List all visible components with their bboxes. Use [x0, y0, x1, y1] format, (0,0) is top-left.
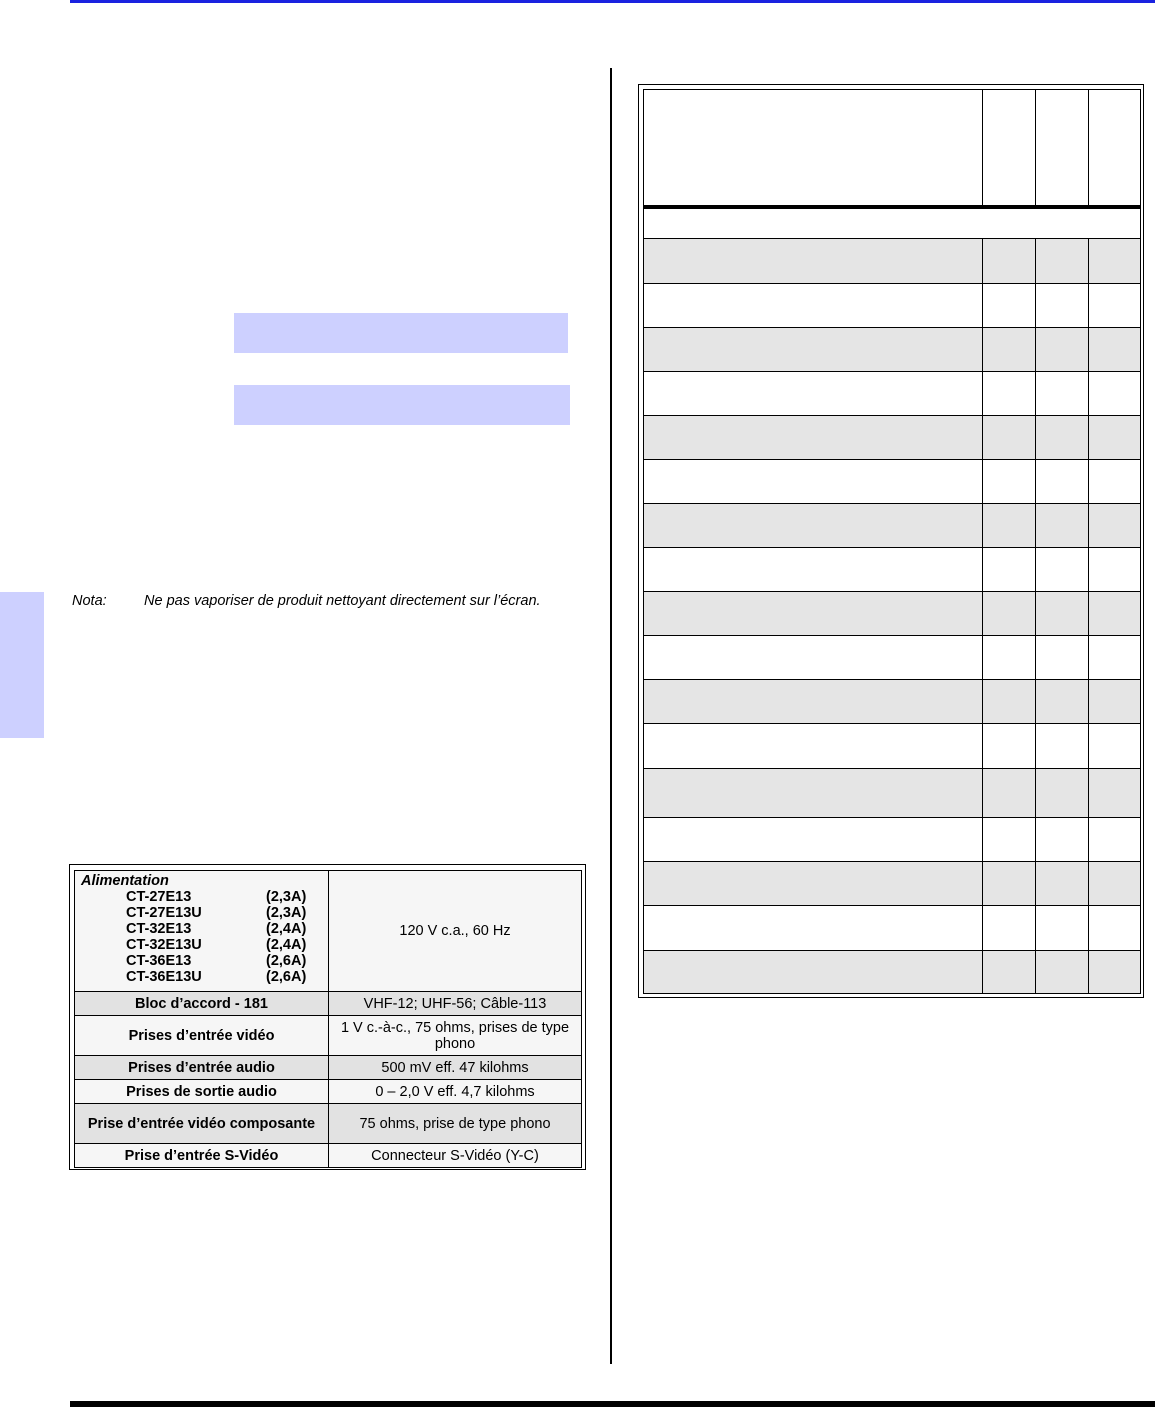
grid-row: [644, 769, 1141, 818]
side-section-tab: [0, 592, 44, 738]
grid-header-row: [644, 90, 1141, 208]
power-model-row: CT-32E13U (2,4A): [126, 937, 307, 953]
spec-value: 500 mV eff. 47 kilohms: [329, 1056, 582, 1080]
spec-value: 1 V c.-à-c., 75 ohms, prises de type phono: [329, 1016, 582, 1056]
power-title: Alimentation: [81, 873, 169, 889]
spec-table: [74, 870, 582, 1168]
power-model-row: CT-32E13 (2,4A): [126, 921, 307, 937]
grid-row: [644, 724, 1141, 769]
grid-header-cell: [983, 90, 1036, 208]
grid-header-cell: [1036, 90, 1089, 208]
spec-row: [75, 1144, 582, 1168]
power-model-row: CT-27E13U (2,3A): [126, 905, 307, 921]
power-value: 120 V c.a., 60 Hz: [329, 871, 582, 992]
troubleshooting-grid: [643, 89, 1141, 994]
grid-row: [644, 548, 1141, 592]
grid-row: [644, 239, 1141, 284]
grid-row: [644, 328, 1141, 372]
spec-value: VHF-12; UHF-56; Câble-113: [329, 992, 582, 1016]
highlight-bar-2: [234, 385, 570, 425]
bottom-rule: [70, 1401, 1155, 1407]
note-label: Nota:: [72, 593, 107, 609]
power-model-row: CT-27E13 (2,3A): [126, 889, 307, 905]
grid-row: [644, 636, 1141, 680]
spec-label: Bloc d’accord - 181: [75, 992, 329, 1016]
cleaning-note: [72, 593, 541, 609]
spec-row: [75, 1016, 582, 1056]
grid-row: [644, 680, 1141, 724]
power-model-row: CT-36E13 (2,6A): [126, 953, 307, 969]
power-model-row: CT-36E13U (2,6A): [126, 969, 307, 985]
grid-row: [644, 862, 1141, 906]
power-cell: [75, 871, 329, 992]
grid-section-cell: [644, 207, 1141, 239]
grid-header-cell: [644, 90, 983, 208]
spec-value: 0 – 2,0 V eff. 4,7 kilohms: [329, 1080, 582, 1104]
spec-row: [75, 1080, 582, 1104]
spec-label: Prise d’entrée vidéo composante: [75, 1104, 329, 1144]
spec-label: Prises d’entrée vidéo: [75, 1016, 329, 1056]
grid-row: [644, 284, 1141, 328]
grid-row: [644, 504, 1141, 548]
spec-row: [75, 992, 582, 1016]
column-divider: [610, 68, 612, 1364]
top-rule: [70, 0, 1155, 3]
grid-row: [644, 951, 1141, 994]
grid-row: [644, 372, 1141, 416]
grid-row: [644, 460, 1141, 504]
grid-header-cell: [1089, 90, 1141, 208]
spec-value: Connecteur S-Vidéo (Y-C): [329, 1144, 582, 1168]
grid-row: [644, 818, 1141, 862]
spec-label: Prises de sortie audio: [75, 1080, 329, 1104]
spec-row-power: [75, 871, 582, 992]
spec-label: Prise d’entrée S-Vidéo: [75, 1144, 329, 1168]
grid-section-row: [644, 207, 1141, 239]
note-text: Ne pas vaporiser de produit nettoyant directement sur l’écran.: [144, 593, 541, 609]
grid-row: [644, 416, 1141, 460]
spec-row: [75, 1056, 582, 1080]
grid-row: [644, 592, 1141, 636]
highlight-bar-1: [234, 313, 568, 353]
spec-row: [75, 1104, 582, 1144]
grid-row: [644, 906, 1141, 951]
spec-label: Prises d’entrée audio: [75, 1056, 329, 1080]
spec-value: 75 ohms, prise de type phono: [329, 1104, 582, 1144]
